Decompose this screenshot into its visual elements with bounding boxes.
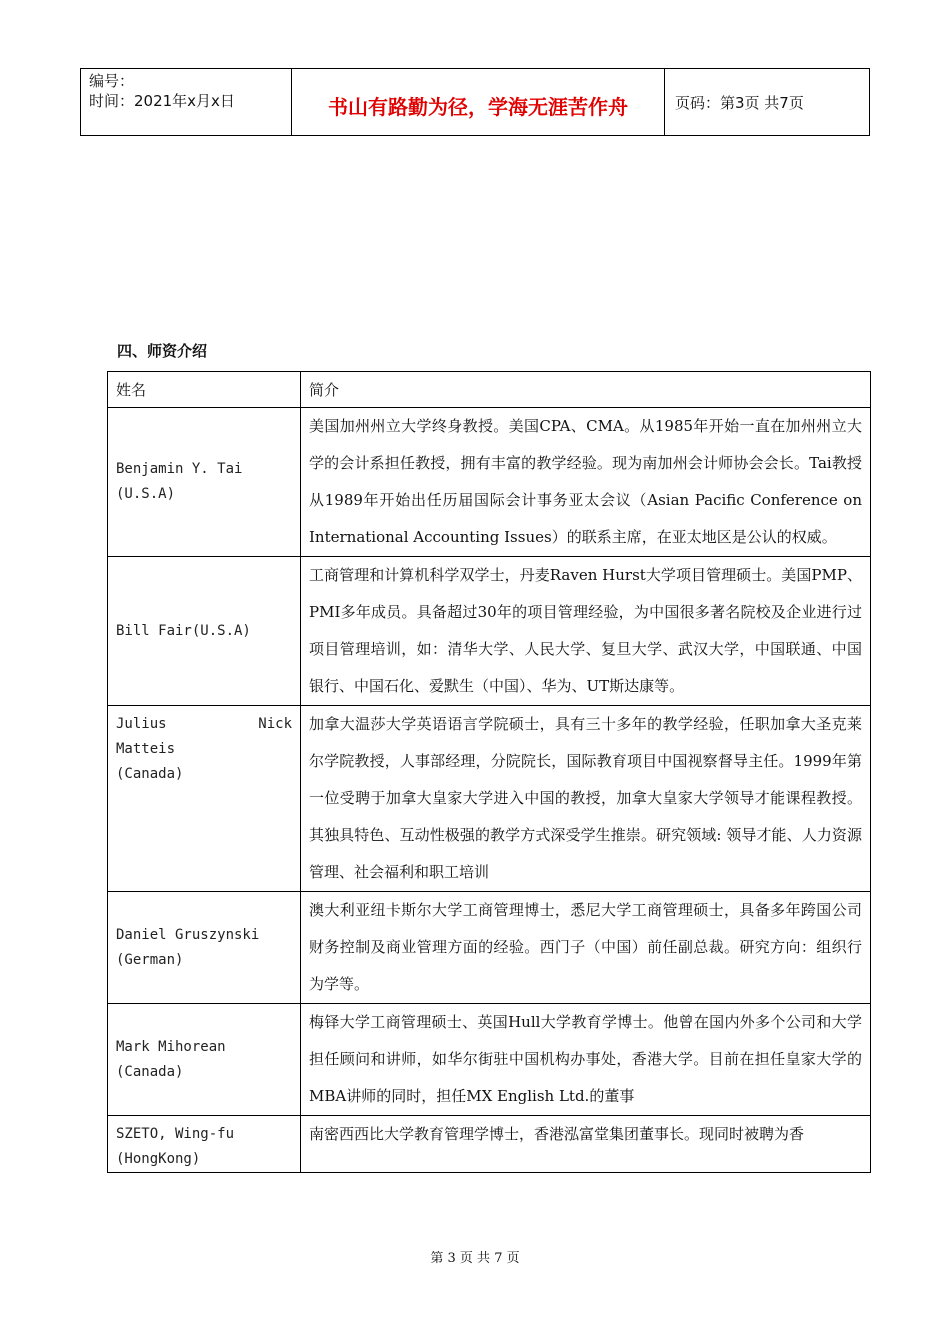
faculty-name: Daniel Gruszynski	[116, 926, 260, 943]
faculty-country: (HongKong)	[116, 1151, 201, 1167]
header-page-info: 页码：第3页 共7页	[665, 69, 870, 136]
code-label: 编号：	[89, 72, 135, 90]
faculty-name: Mark Mihorean	[116, 1038, 226, 1055]
column-header-name: 姓名	[108, 372, 301, 408]
section-title: 四、师资介绍	[117, 342, 208, 360]
page-footer: 第 3 页 共 7 页	[430, 1251, 520, 1266]
faculty-name-cell	[108, 557, 301, 706]
faculty-table	[107, 371, 871, 1173]
faculty-name: SZETO, Wing-fu	[116, 1126, 235, 1142]
faculty-name-cell	[108, 1116, 301, 1173]
faculty-bio: 梅铎大学工商管理硕士、英国Hull大学教育学博士。他曾在国内外多个公司和大学担任顾问和讲师，如华尔街驻中国机构办事处，香港大学。目前在担任皇家大学的MBA讲师的同时，担任MX English Ltd.的董事	[301, 1004, 871, 1116]
table-row	[108, 1004, 871, 1116]
table-header-row	[108, 372, 871, 408]
faculty-bio: 加拿大温莎大学英语语言学院硕士，具有三十多年的教学经验，任职加拿大圣克莱尔学院教授，人事部经理，分院院长，国际教育项目中国视察督导主任。1999年第一位受聘于加拿大皇家大学进入中国的教授，加拿大皇家大学领导才能课程教授。其独具特色、互动性极强的教学方式深受学生推崇。研究领域: 领导才能、人力资源管理、社会福利和职工培训	[301, 706, 871, 892]
faculty-country: (U.S.A)	[116, 486, 176, 502]
faculty-name-cell	[108, 1004, 301, 1116]
header-meta	[81, 69, 292, 136]
faculty-name-cell	[108, 706, 301, 892]
faculty-name-line	[116, 712, 292, 737]
document-header	[80, 68, 870, 136]
column-header-bio: 简介	[301, 372, 871, 408]
faculty-name-cell	[108, 408, 301, 557]
table-row	[108, 557, 871, 706]
faculty-bio: 工商管理和计算机科学双学士，丹麦Raven Hurst大学项目管理硕士。美国PMP、PMI多年成员。具备超过30年的项目管理经验，为中国很多著名院校及企业进行过项目管理培训，如：清华大学、人民大学、复旦大学、武汉大学，中国联通、中国银行、中国石化、爱默生（中国）、华为、UT斯达康等。	[301, 557, 871, 706]
header-motto: 书山有路勤为径，学海无涯苦作舟	[292, 69, 665, 136]
table-row	[108, 408, 871, 557]
faculty-name-first: Julius	[116, 716, 167, 732]
faculty-name: Benjamin Y. Tai	[116, 461, 243, 477]
faculty-name-middle: Nick	[258, 716, 292, 732]
faculty-bio: 南密西西比大学教育管理学博士，香港泓富堂集团董事长。现同时被聘为香	[301, 1116, 871, 1173]
faculty-country: (Canada)	[116, 766, 184, 782]
table-row	[108, 1116, 871, 1173]
date-label: 时间：2021年x月x日	[89, 92, 235, 110]
faculty-bio: 澳大利亚纽卡斯尔大学工商管理博士，悉尼大学工商管理硕士，具备多年跨国公司财务控制及商业管理方面的经验。西门子（中国）前任副总裁。研究方向：组织行为学等。	[301, 892, 871, 1004]
faculty-country: (Canada)	[116, 1063, 184, 1080]
table-row	[108, 706, 871, 892]
table-row	[108, 892, 871, 1004]
faculty-name-cell	[108, 892, 301, 1004]
faculty-name: Bill Fair(U.S.A)	[116, 622, 251, 639]
faculty-name-last: Matteis	[116, 741, 176, 757]
faculty-country: (German)	[116, 951, 184, 968]
faculty-bio: 美国加州州立大学终身教授。美国CPA、CMA。从1985年开始一直在加州州立大学的会计系担任教授，拥有丰富的教学经验。现为南加州会计师协会会长。Tai教授从1989年开始出任历届国际会计事务亚太会议（Asian Pacific Conference on International Accounting Issues）的联系主席，在亚太地区是公认的权威。	[301, 408, 871, 557]
